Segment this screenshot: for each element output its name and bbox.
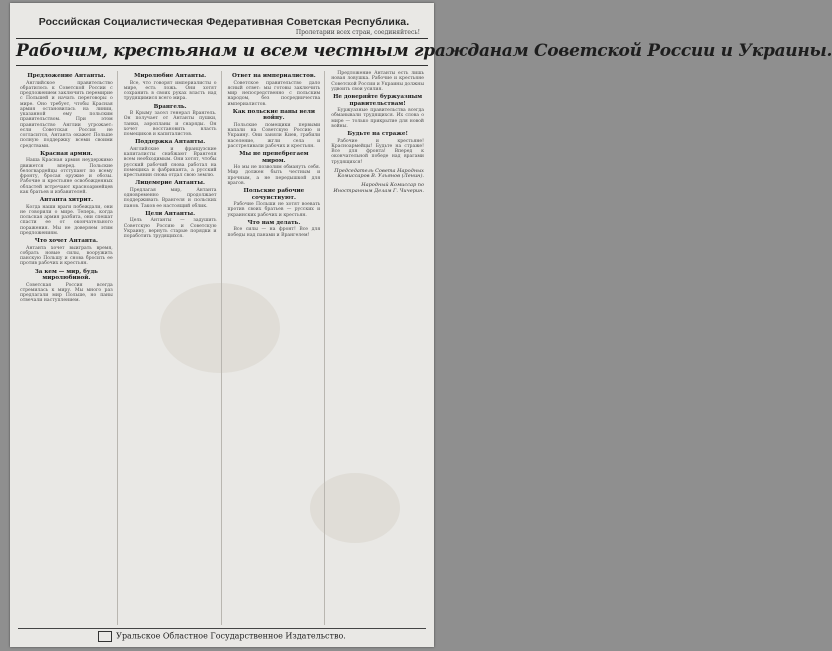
motto: Пролетарии всех стран, соединяйтесь! (295, 29, 420, 36)
section-heading: Что нам делать. (247, 219, 301, 226)
header-rule-top (16, 38, 428, 39)
section-text: Советская Россия всегда стремилась к миру. Мы много раз предлагали мир Польше, но паны отвечали наступлением. (20, 282, 113, 304)
section-text: Польские помещики первыми напали на Советскую Россию и Украину. Они заняли Киев, грабили население, жгли села и расстреливали рабочих и крестьян. (227, 122, 321, 149)
section-heading: Цели Антанты. (145, 210, 196, 217)
headline: Рабочим, крестьянам и всем честным гражданам Советской России и Украины. (16, 41, 832, 61)
section-text: Английское правительство обратилось к Советской России с предложением заключить перемирие с Польшей и начать переговоры о мире. Оно требует, чтобы Красная армия остановилась на линии, указанной ему польским правительством. При этом правительство Англии угрожает: если Советская Россия не согласится, Антанта окажет Польше полную поддержку всеми своими средствами. (20, 80, 113, 149)
section-text: Английские и французские капиталисты снабжают Врангеля всем необходимым. Они хотят, чтобы русский рабочий снова работал на помещика и фабриканта, а русский крестьянин снова отдал свою землю. (123, 146, 217, 178)
section-heading: Мы не пренебрегаем миром. (239, 151, 309, 164)
section-text: В Крыму засел генерал Врангель. Он получает от Антанты пушки, танки, аэропланы и снаряды. Он хочет восстановить власть помещиков и капиталистов. (123, 111, 217, 137)
section-text: Рабочие и крестьяне! Красноармейцы! Будьте на страже! Все для фронта! Вперед к окончательной победе над врагами трудящихся! (331, 138, 424, 165)
section-heading: Красная армия. (40, 150, 93, 157)
publisher-mark-icon (98, 631, 112, 642)
section-heading: Как польские паны вели войну. (232, 108, 316, 122)
text-columns (20, 71, 424, 625)
publisher-footer (18, 628, 426, 642)
section-heading: Антанта хитрит. (39, 197, 94, 203)
republic-title: Российская Социалистическая Федеративная Советская Республика. (38, 16, 410, 28)
section-heading: Лицемерие Антанты. (135, 180, 205, 187)
section-text: Все силы — на фронт! Все для победы над панами и Врангелем! (227, 227, 321, 238)
section-text: Цель Антанты — задушить Советскую Россию и Советскую Украину, вернуть старые порядки и поработить трудящихся. (123, 218, 217, 239)
section-heading: Ответ на империалистов. (232, 73, 316, 79)
section-text: Когда наши враги побеждали, они не говорили о мире. Теперь, когда польская армия разбита, они спешат спасти ее от окончательного поражения. Мы не доверяем этим предложениям. (20, 204, 113, 236)
section-heading: Врангель. (153, 103, 187, 110)
section-heading: Поддержка Антанты. (135, 139, 206, 146)
section-heading: Польские рабочие сочувствуют. (243, 188, 305, 201)
section-text: Буржуазные правительства всегда обманывали трудящихся. Их слова о мире — только прикрытие для новой войны. (331, 108, 424, 129)
section-text: Все, что говорят империалисты о мире, есть ложь. Они хотят сохранить в своих руках власть над трудящимися всего мира. (123, 80, 217, 102)
section-text: Советское правительство дало ясный ответ: мы готовы заключить мир непосредственно с польским народом, без посредничества империалистов. (227, 80, 321, 107)
section-text: Наша Красная армия неудержимо движется вперед. Польские белогвардейцы отступают по всему фронту, бросая оружие и обозы. Рабочие и крестьяне освобожденных областей встречают красноармейцев как братьев и избавителей. (20, 158, 113, 195)
column-2 (124, 71, 222, 625)
section-text: Рабочие Польши не хотят воевать против своих братьев — русских и украинских рабочих и крестьян. (227, 202, 321, 218)
section-text: Предложение Антанты есть лишь новая ловушка. Рабочие и крестьяне Советской России и Украины должны удвоить свои усилия. (331, 71, 424, 92)
section-heading: Будьте на страже! (347, 131, 408, 137)
poster-sheet (10, 3, 832, 647)
column-3 (228, 71, 326, 625)
column-1 (20, 71, 118, 625)
column-4 (331, 71, 424, 625)
signature: Народный Комиссар по Иностранным Делам Г. Чичерин. (333, 182, 424, 194)
header-rule-bottom (16, 65, 428, 66)
section-text: Предлагая мир, Антанта одновременно продолжает поддерживать Врангеля и польских панов. Таков ее настоящий облик. (123, 187, 217, 209)
publisher-name: Уральское Областное Государственное Издательство. (116, 631, 346, 641)
section-heading: За кем — мир, будь миролюбивой. (34, 268, 98, 281)
section-text: Антанта хочет выиграть время, собрать новые силы, вооружить панскую Польшу и снова бросить ее против рабочих и крестьян. (20, 245, 113, 267)
section-heading: Не доверяйте буржуазным правительствам! (333, 94, 423, 107)
section-heading: Что хочет Антанта. (34, 238, 98, 244)
section-text: Но мы не позволим обмануть себя. Мир должен быть честным и прочным, а не передышкой для врагов. (227, 165, 321, 186)
signature: Председатель Совета Народных Комиссаров В. Ульянов (Ленин). (334, 167, 424, 179)
section-heading: Предложение Антанты. (27, 73, 106, 79)
section-heading: Миролюбие Антанты. (134, 73, 207, 79)
